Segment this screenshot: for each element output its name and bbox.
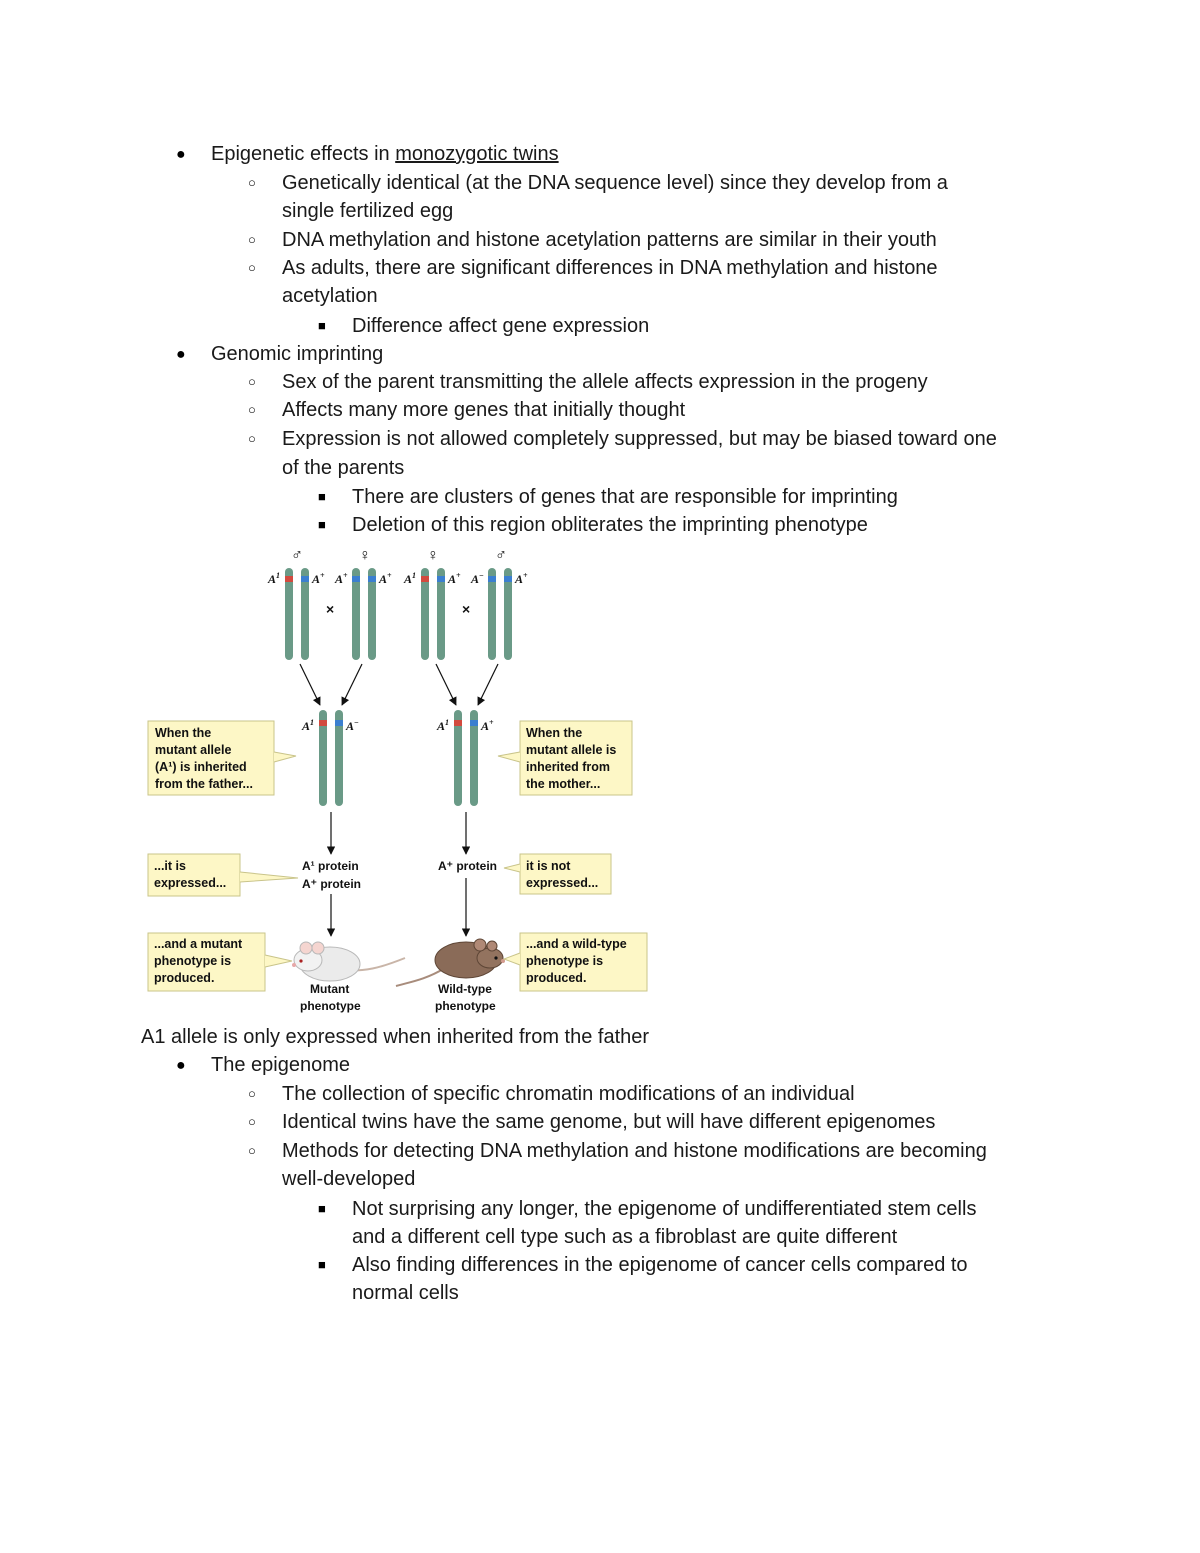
svg-text:A1: $A^1$ bbox=[302, 718, 315, 733]
chromosome-pair-mother-1 bbox=[352, 568, 376, 660]
offspring-chromosomes-left bbox=[319, 710, 343, 806]
offspring-chromosomes-right bbox=[454, 710, 478, 806]
bullet-level2: ○ bbox=[248, 374, 256, 389]
list-item: The collection of specific chromatin modifications of an individual bbox=[282, 1083, 855, 1105]
callout-expressed bbox=[148, 854, 298, 896]
svg-text:A⁺ protein: A⁺ protein bbox=[302, 877, 361, 891]
arrow bbox=[342, 664, 362, 705]
callout-not-expressed bbox=[504, 854, 611, 894]
mutant-phenotype-label bbox=[300, 982, 361, 1013]
svg-text:A+: A+ bbox=[379, 571, 392, 586]
list-item: Difference affect gene expression bbox=[352, 315, 650, 337]
svg-text:expressed...: expressed... bbox=[154, 876, 227, 890]
arrow bbox=[436, 664, 456, 705]
svg-text:A+: A+ bbox=[448, 571, 461, 586]
list-item-cont: acetylation bbox=[282, 285, 378, 307]
allele-labels-offspring bbox=[301, 718, 494, 733]
svg-text:inherited from: inherited from bbox=[526, 760, 611, 774]
chromosome-pair-mother-2 bbox=[421, 568, 445, 660]
svg-text:expressed...: expressed... bbox=[526, 876, 599, 890]
svg-text:...it is: ...it is bbox=[154, 859, 186, 873]
male-symbol: ♂ bbox=[291, 547, 303, 564]
bullet-level3: ■ bbox=[318, 1257, 326, 1272]
list-item: Affects many more genes that initially thought bbox=[282, 399, 686, 421]
svg-text:...and a wild-type: ...and a wild-type bbox=[526, 937, 627, 951]
cross-symbol: × bbox=[326, 601, 335, 617]
chromosome-pair-father-2 bbox=[488, 568, 512, 660]
male-symbol: ♂ bbox=[495, 547, 507, 564]
callout-father-inherited bbox=[148, 721, 296, 795]
svg-text:A1: $A^1$ bbox=[437, 718, 450, 733]
svg-text:A+: A+ bbox=[481, 718, 494, 733]
svg-text:produced.: produced. bbox=[526, 971, 587, 985]
list-item: Expression is not allowed completely suppressed, but may be biased toward one bbox=[282, 428, 997, 450]
twins-link[interactable]: monozygotic twins bbox=[395, 143, 559, 165]
list-item: Methods for detecting DNA methylation and histone modifications are becoming bbox=[282, 1140, 987, 1162]
svg-text:A−: A− bbox=[471, 571, 484, 586]
svg-text:When the: When the bbox=[155, 726, 212, 740]
svg-text:A−: A− bbox=[346, 718, 359, 733]
bullet-level1: ● bbox=[176, 1057, 186, 1074]
figure-caption: A1 allele is only expressed when inherited from the father bbox=[141, 1026, 650, 1048]
svg-text:A+: A+ bbox=[312, 571, 325, 586]
protein-label-right: A⁺ protein bbox=[438, 859, 497, 873]
heading-text: Epigenetic effects in bbox=[211, 143, 396, 165]
bullet-level2: ○ bbox=[248, 431, 256, 446]
svg-text:mutant allele: mutant allele bbox=[155, 743, 232, 757]
svg-text:phenotype: phenotype bbox=[300, 999, 361, 1013]
bullet-level1: ● bbox=[176, 346, 186, 363]
female-symbol: ♀ bbox=[427, 547, 439, 564]
list-item-cont: single fertilized egg bbox=[282, 200, 454, 222]
arrow bbox=[478, 664, 498, 705]
callout-mutant-phenotype bbox=[148, 933, 292, 991]
svg-text:it is not: it is not bbox=[526, 859, 571, 873]
bullet-level3: ■ bbox=[318, 1201, 326, 1216]
list-item-cont: of the parents bbox=[282, 457, 405, 479]
svg-text:produced.: produced. bbox=[154, 971, 215, 985]
svg-text:A¹ protein: A¹ protein bbox=[302, 859, 359, 873]
bullet-level2: ○ bbox=[248, 260, 256, 275]
wildtype-phenotype-label bbox=[435, 982, 496, 1013]
svg-text:When the: When the bbox=[526, 726, 583, 740]
list-item: Sex of the parent transmitting the allele affects expression in the progeny bbox=[282, 371, 928, 393]
list-item: Genetically identical (at the DNA sequence level) since they develop from a bbox=[282, 172, 948, 194]
bullet-level2: ○ bbox=[248, 232, 256, 247]
list-item: Not surprising any longer, the epigenome of undifferentiated stem cells bbox=[352, 1198, 977, 1220]
svg-text:A+: A+ bbox=[335, 571, 348, 586]
bullet-level1: ● bbox=[176, 146, 186, 163]
female-symbol: ♀ bbox=[359, 547, 371, 564]
svg-text:phenotype is: phenotype is bbox=[526, 954, 604, 968]
svg-text:phenotype: phenotype bbox=[435, 999, 496, 1013]
chromosome-pair-father-1 bbox=[285, 568, 309, 660]
callout-mother-inherited bbox=[498, 721, 632, 795]
bullet-level2: ○ bbox=[248, 402, 256, 417]
wildtype-mouse-image bbox=[396, 939, 505, 986]
svg-text:mutant allele is: mutant allele is bbox=[526, 743, 617, 757]
bullet-level2: ○ bbox=[248, 1086, 256, 1101]
bullet-level2: ○ bbox=[248, 1143, 256, 1158]
arrow bbox=[300, 664, 320, 705]
svg-text:phenotype is: phenotype is bbox=[154, 954, 232, 968]
bullet-level3: ■ bbox=[318, 318, 326, 333]
section-heading: Genomic imprinting bbox=[211, 343, 384, 365]
list-item-cont: normal cells bbox=[352, 1282, 459, 1304]
cross-symbol: × bbox=[462, 601, 471, 617]
bullet-level2: ○ bbox=[248, 175, 256, 190]
bullet-level3: ■ bbox=[318, 489, 326, 504]
svg-text:Mutant: Mutant bbox=[310, 982, 350, 996]
svg-text:Wild-type: Wild-type bbox=[438, 982, 492, 996]
list-item: As adults, there are significant differences in DNA methylation and histone bbox=[282, 257, 938, 279]
svg-text:A1: $A^1$ bbox=[268, 571, 281, 586]
section-heading: The epigenome bbox=[211, 1054, 350, 1076]
svg-text:the mother...: the mother... bbox=[526, 777, 601, 791]
callout-wildtype-phenotype bbox=[504, 933, 647, 991]
section-heading bbox=[211, 140, 559, 168]
svg-text:(A¹) is inherited: (A¹) is inherited bbox=[155, 760, 247, 774]
list-item-cont: well-developed bbox=[282, 1168, 416, 1190]
list-item: Deletion of this region obliterates the imprinting phenotype bbox=[352, 514, 868, 536]
list-item: There are clusters of genes that are responsible for imprinting bbox=[352, 486, 898, 508]
list-item: Also finding differences in the epigenome of cancer cells compared to bbox=[352, 1254, 968, 1276]
bullet-level3: ■ bbox=[318, 517, 326, 532]
svg-text:A1: $A^1$ bbox=[404, 571, 417, 586]
list-item: DNA methylation and histone acetylation patterns are similar in their youth bbox=[282, 229, 937, 251]
mutant-mouse-image bbox=[292, 942, 405, 981]
list-item: Identical twins have the same genome, but will have different epigenomes bbox=[282, 1111, 936, 1133]
protein-labels-left bbox=[302, 859, 361, 891]
bullet-level2: ○ bbox=[248, 1114, 256, 1129]
svg-text:...and a mutant: ...and a mutant bbox=[154, 937, 243, 951]
svg-text:from the father...: from the father... bbox=[155, 777, 253, 791]
list-item-cont: and a different cell type such as a fibroblast are quite different bbox=[352, 1226, 898, 1248]
svg-text:A+: A+ bbox=[515, 571, 528, 586]
imprinting-figure bbox=[140, 540, 660, 1020]
